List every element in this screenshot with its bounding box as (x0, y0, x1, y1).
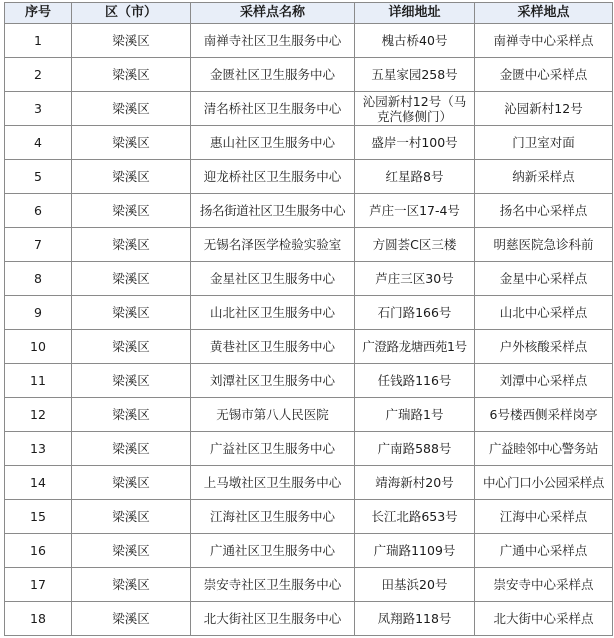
cell-district: 梁溪区 (72, 466, 191, 500)
cell-index: 14 (5, 466, 72, 500)
cell-address: 广瑞路1109号 (355, 534, 475, 568)
cell-address: 红星路8号 (355, 160, 475, 194)
cell-index: 2 (5, 58, 72, 92)
cell-address: 五星家园258号 (355, 58, 475, 92)
cell-address: 靖海新村20号 (355, 466, 475, 500)
cell-district: 梁溪区 (72, 92, 191, 126)
cell-location: 明慈医院急诊科前 (475, 228, 613, 262)
cell-location: 南禅寺中心采样点 (475, 24, 613, 58)
table-row (5, 534, 613, 568)
cell-index: 15 (5, 500, 72, 534)
cell-site-name: 北大街社区卫生服务中心 (191, 602, 355, 636)
cell-district: 梁溪区 (72, 126, 191, 160)
table-row (5, 92, 613, 126)
table-row (5, 466, 613, 500)
cell-location: 江海中心采样点 (475, 500, 613, 534)
cell-site-name: 清名桥社区卫生服务中心 (191, 92, 355, 126)
cell-address: 任钱路116号 (355, 364, 475, 398)
cell-address: 广南路588号 (355, 432, 475, 466)
cell-site-name: 扬名街道社区卫生服务中心 (191, 194, 355, 228)
cell-site-name: 惠山社区卫生服务中心 (191, 126, 355, 160)
cell-address: 田基浜20号 (355, 568, 475, 602)
cell-location: 纳新采样点 (475, 160, 613, 194)
cell-site-name: 广益社区卫生服务中心 (191, 432, 355, 466)
table-row (5, 58, 613, 92)
cell-location: 山北中心采样点 (475, 296, 613, 330)
table-row (5, 602, 613, 636)
header-site-name: 采样点名称 (191, 3, 355, 24)
cell-address: 槐古桥40号 (355, 24, 475, 58)
cell-index: 6 (5, 194, 72, 228)
cell-district: 梁溪区 (72, 296, 191, 330)
table-row (5, 160, 613, 194)
table-row (5, 194, 613, 228)
table-row (5, 364, 613, 398)
header-index: 序号 (5, 3, 72, 24)
cell-address: 广瑞路1号 (355, 398, 475, 432)
cell-district: 梁溪区 (72, 432, 191, 466)
cell-index: 17 (5, 568, 72, 602)
cell-location: 崇安寺中心采样点 (475, 568, 613, 602)
table-row (5, 398, 613, 432)
cell-location: 扬名中心采样点 (475, 194, 613, 228)
cell-location: 广通中心采样点 (475, 534, 613, 568)
table-row (5, 568, 613, 602)
cell-site-name: 崇安寺社区卫生服务中心 (191, 568, 355, 602)
cell-location: 金星中心采样点 (475, 262, 613, 296)
sampling-sites-table (4, 2, 613, 636)
header-address: 详细地址 (355, 3, 475, 24)
table-row (5, 330, 613, 364)
header-row (5, 3, 613, 24)
cell-index: 7 (5, 228, 72, 262)
cell-index: 10 (5, 330, 72, 364)
cell-district: 梁溪区 (72, 602, 191, 636)
cell-index: 1 (5, 24, 72, 58)
cell-site-name: 金星社区卫生服务中心 (191, 262, 355, 296)
table-row (5, 126, 613, 160)
cell-index: 18 (5, 602, 72, 636)
cell-location: 金匮中心采样点 (475, 58, 613, 92)
cell-location: 刘潭中心采样点 (475, 364, 613, 398)
cell-district: 梁溪区 (72, 398, 191, 432)
cell-district: 梁溪区 (72, 568, 191, 602)
header-district: 区（市） (72, 3, 191, 24)
cell-index: 16 (5, 534, 72, 568)
cell-district: 梁溪区 (72, 24, 191, 58)
cell-location: 沁园新村12号 (475, 92, 613, 126)
cell-site-name: 无锡市第八人民医院 (191, 398, 355, 432)
header-location: 采样地点 (475, 3, 613, 24)
cell-site-name: 广通社区卫生服务中心 (191, 534, 355, 568)
cell-address: 盛岸一村100号 (355, 126, 475, 160)
cell-index: 8 (5, 262, 72, 296)
table-row (5, 296, 613, 330)
cell-site-name: 山北社区卫生服务中心 (191, 296, 355, 330)
cell-site-name: 黄巷社区卫生服务中心 (191, 330, 355, 364)
cell-location: 北大街中心采样点 (475, 602, 613, 636)
cell-site-name: 江海社区卫生服务中心 (191, 500, 355, 534)
cell-index: 11 (5, 364, 72, 398)
cell-site-name: 南禅寺社区卫生服务中心 (191, 24, 355, 58)
cell-address: 芦庄三区30号 (355, 262, 475, 296)
cell-district: 梁溪区 (72, 500, 191, 534)
cell-address: 沁园新村12号（马克汽修侧门） (355, 92, 475, 126)
cell-site-name: 刘潭社区卫生服务中心 (191, 364, 355, 398)
cell-index: 3 (5, 92, 72, 126)
cell-site-name: 迎龙桥社区卫生服务中心 (191, 160, 355, 194)
cell-district: 梁溪区 (72, 330, 191, 364)
cell-district: 梁溪区 (72, 160, 191, 194)
cell-address: 广澄路龙塘西苑1号 (355, 330, 475, 364)
cell-location: 6号楼西侧采样岗亭 (475, 398, 613, 432)
table-row (5, 432, 613, 466)
cell-address: 凤翔路118号 (355, 602, 475, 636)
table-row (5, 228, 613, 262)
cell-location: 户外核酸采样点 (475, 330, 613, 364)
cell-district: 梁溪区 (72, 228, 191, 262)
cell-index: 9 (5, 296, 72, 330)
cell-address: 长江北路653号 (355, 500, 475, 534)
cell-address: 石门路166号 (355, 296, 475, 330)
cell-location: 门卫室对面 (475, 126, 613, 160)
cell-location: 中心门口小公园采样点 (475, 466, 613, 500)
cell-location: 广益睦邻中心警务站 (475, 432, 613, 466)
table-row (5, 262, 613, 296)
cell-district: 梁溪区 (72, 58, 191, 92)
cell-site-name: 无锡名泽医学检验实验室 (191, 228, 355, 262)
cell-site-name: 金匮社区卫生服务中心 (191, 58, 355, 92)
cell-district: 梁溪区 (72, 534, 191, 568)
cell-address: 方圆荟C区三楼 (355, 228, 475, 262)
table-row (5, 24, 613, 58)
cell-district: 梁溪区 (72, 262, 191, 296)
cell-index: 4 (5, 126, 72, 160)
cell-site-name: 上马墩社区卫生服务中心 (191, 466, 355, 500)
cell-index: 5 (5, 160, 72, 194)
cell-district: 梁溪区 (72, 194, 191, 228)
cell-address: 芦庄一区17-4号 (355, 194, 475, 228)
cell-index: 12 (5, 398, 72, 432)
cell-district: 梁溪区 (72, 364, 191, 398)
table-row (5, 500, 613, 534)
cell-index: 13 (5, 432, 72, 466)
